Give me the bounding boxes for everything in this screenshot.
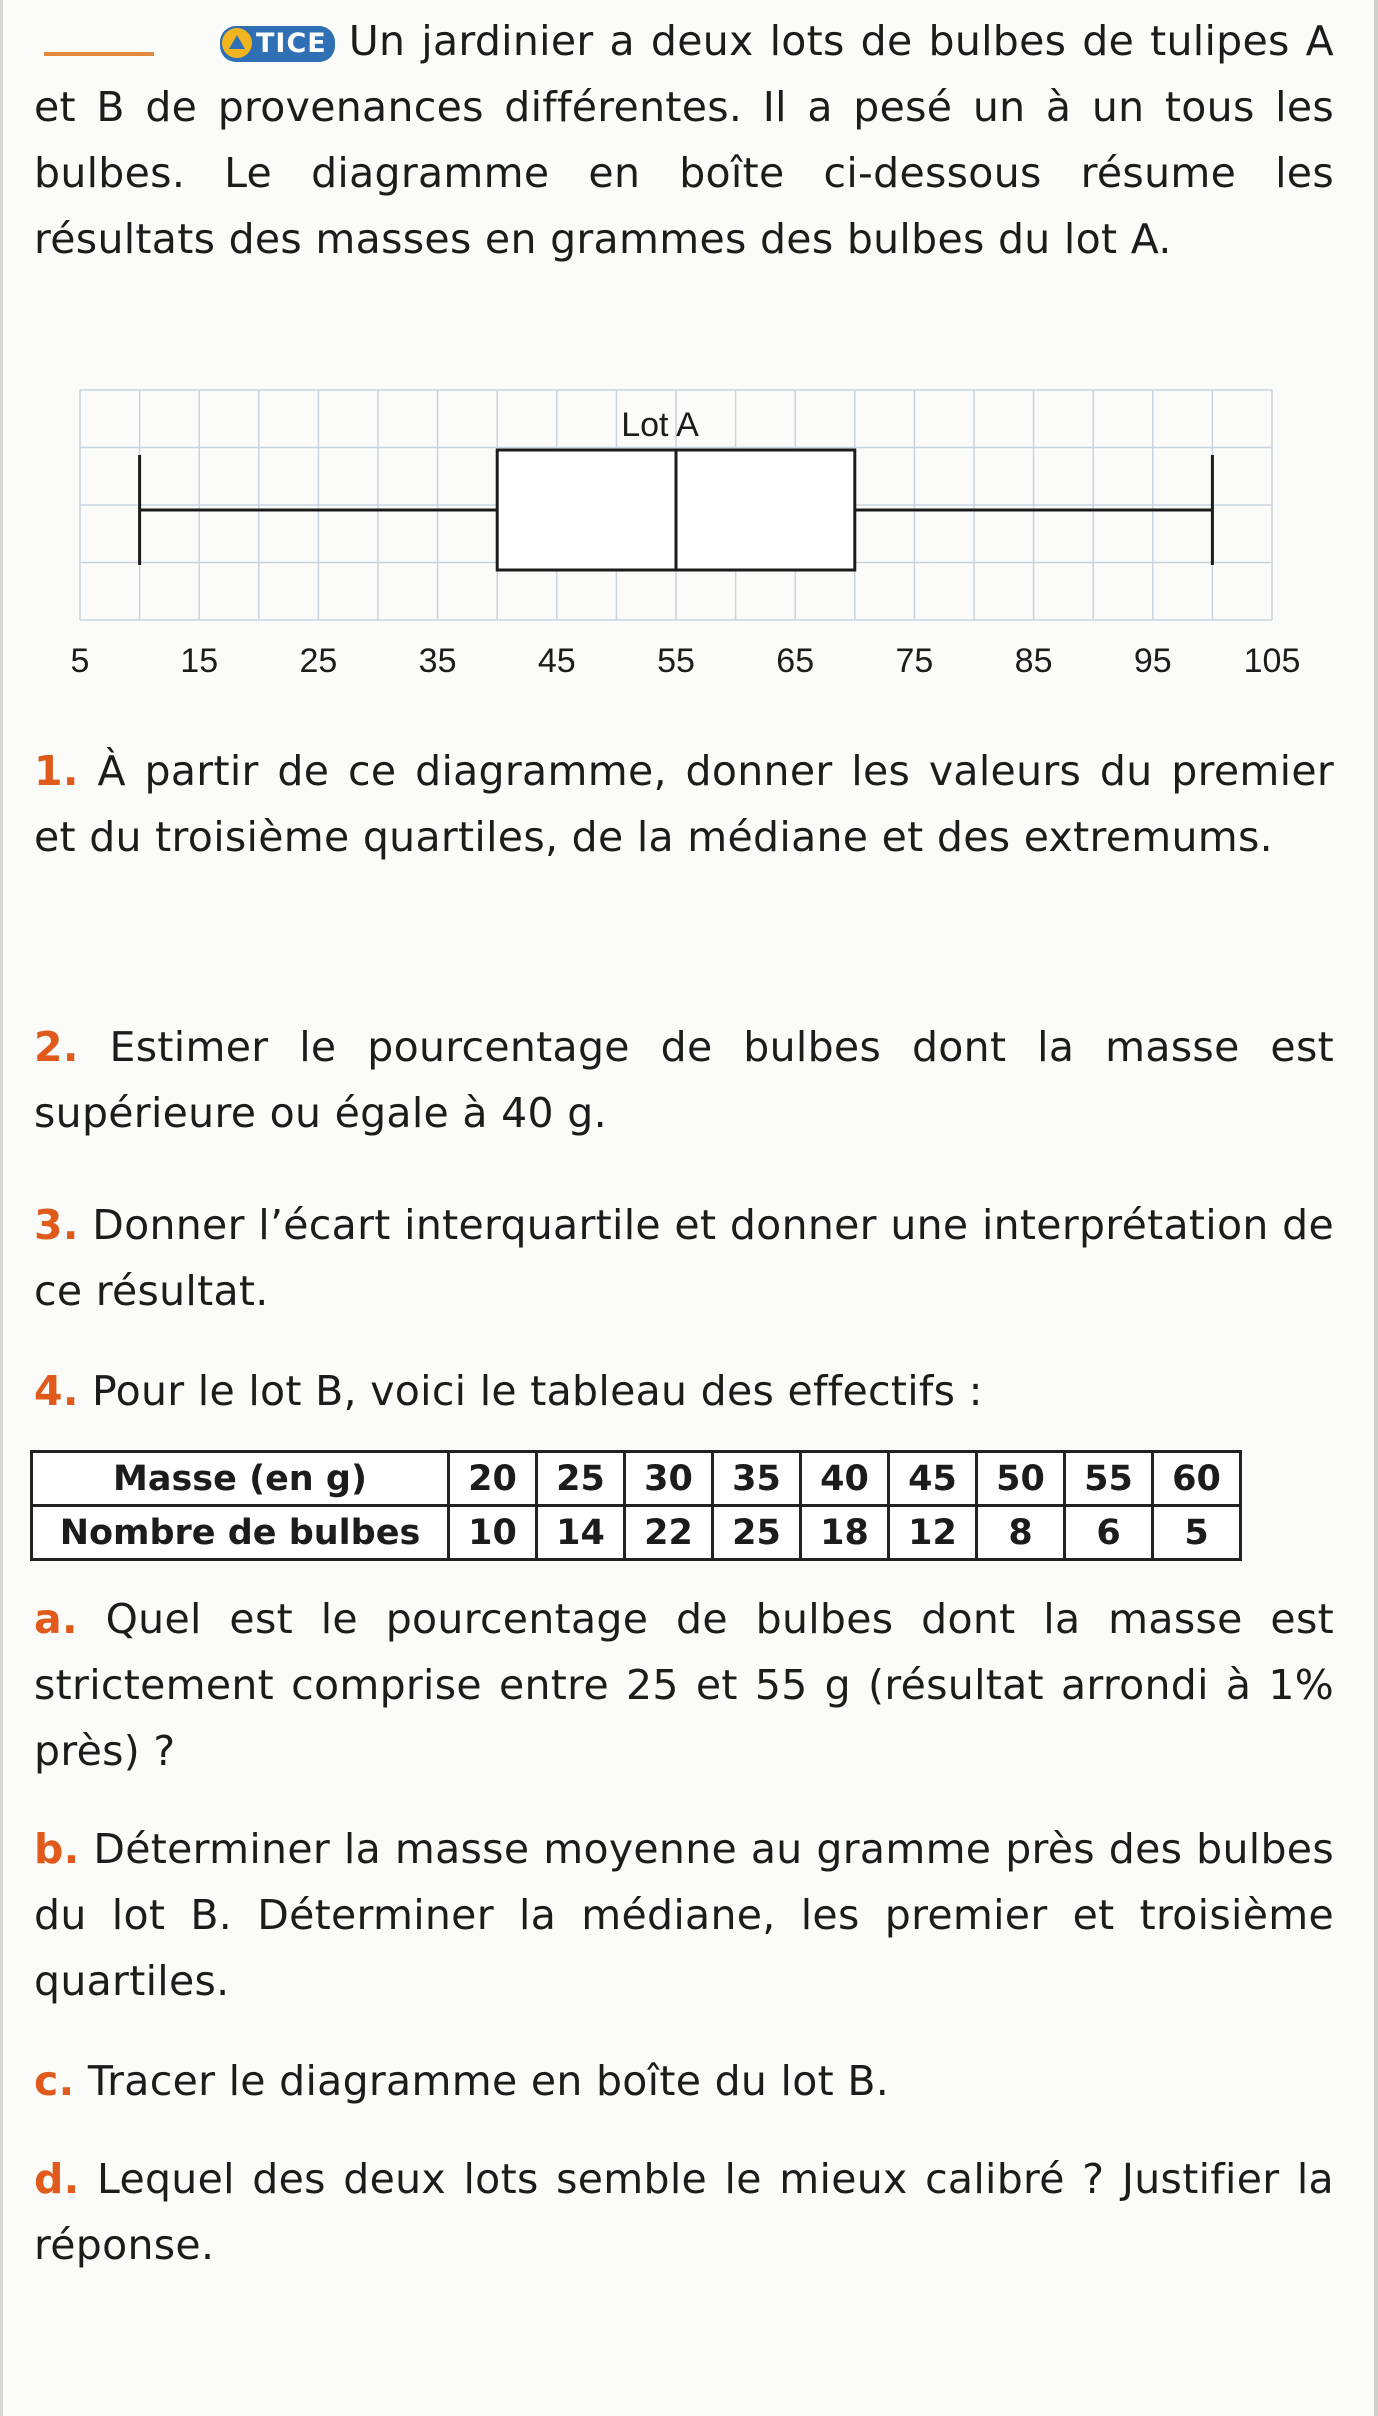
question-3-number: 3.: [34, 1201, 79, 1249]
table-cell: 25: [537, 1452, 625, 1506]
right-margin-line: [1374, 0, 1378, 2416]
tick-label: 55: [657, 642, 695, 680]
tick-label: 85: [1014, 642, 1053, 680]
table-cell: 12: [889, 1506, 977, 1560]
boxplot-lot-a: [60, 390, 1301, 690]
subquestion-c-letter: c.: [34, 2057, 75, 2105]
question-2: [34, 1014, 1334, 1146]
question-1: [34, 738, 1334, 870]
question-4: [34, 1358, 1334, 1424]
tick-label: 5: [70, 642, 90, 680]
tick-label: 35: [418, 642, 457, 680]
tice-icon: [222, 28, 252, 58]
table-cell: 35: [713, 1452, 801, 1506]
tick-label: 65: [776, 642, 815, 680]
table-header-mass: Masse (en g): [32, 1452, 449, 1506]
tice-badge: TICE: [220, 26, 335, 62]
table-row-masses: [32, 1452, 1241, 1506]
table-cell: 50: [977, 1452, 1065, 1506]
intro-paragraph: [34, 8, 1334, 272]
question-1-number: 1.: [34, 747, 79, 795]
table-cell: 8: [977, 1506, 1065, 1560]
table-cell: 10: [449, 1506, 537, 1560]
table-cell: 14: [537, 1506, 625, 1560]
subquestion-b-text: Déterminer la masse moyenne au gramme près des bulbes du lot B. Déterminer la médiane, les premier et troisième quartiles.: [34, 1825, 1334, 2005]
tick-label: 45: [537, 642, 576, 680]
table-cell: 60: [1153, 1452, 1241, 1506]
table-cell: 5: [1153, 1506, 1241, 1560]
subquestion-c-text: Tracer le diagramme en boîte du lot B.: [87, 2057, 890, 2105]
table-cell: 30: [625, 1452, 713, 1506]
subquestion-d-text: Lequel des deux lots semble le mieux calibré ? Justifier la réponse.: [34, 2155, 1334, 2269]
subquestion-a-letter: a.: [34, 1595, 78, 1643]
subquestion-a: [34, 1586, 1334, 1784]
question-1-text: À partir de ce diagramme, donner les valeurs du premier et du troisième quartiles, de la médiane et des extremums.: [34, 747, 1334, 861]
table-cell: 45: [889, 1452, 977, 1506]
table-cell: 20: [449, 1452, 537, 1506]
subquestion-d: [34, 2146, 1334, 2278]
subquestion-d-letter: d.: [34, 2155, 80, 2203]
table-header-count: Nombre de bulbes: [32, 1506, 449, 1560]
subquestion-a-text: Quel est le pourcentage de bulbes dont la masse est strictement comprise entre 25 et 55 g (résultat arrondi à 1% près) ?: [34, 1595, 1334, 1775]
table-cell: 6: [1065, 1506, 1153, 1560]
tick-label: 105: [1243, 642, 1301, 680]
subquestion-b-letter: b.: [34, 1825, 80, 1873]
tick-label: 75: [895, 642, 934, 680]
tick-label: 95: [1133, 642, 1172, 680]
question-2-number: 2.: [34, 1023, 79, 1071]
subquestion-b: [34, 1816, 1334, 2014]
question-2-text: Estimer le pourcentage de bulbes dont la masse est supérieure ou égale à 40 g.: [34, 1023, 1334, 1137]
question-3-text: Donner l’écart interquartile et donner une interprétation de ce résultat.: [34, 1201, 1334, 1315]
left-margin-line: [0, 0, 3, 2416]
question-4-text: Pour le lot B, voici le tableau des effectifs :: [92, 1367, 983, 1415]
frequency-table: [30, 1450, 1242, 1561]
table-cell: 25: [713, 1506, 801, 1560]
subquestion-c: [34, 2048, 1334, 2114]
tick-label: 15: [180, 642, 219, 680]
tick-label: 25: [299, 642, 338, 680]
table-cell: 55: [1065, 1452, 1153, 1506]
table-cell: 22: [625, 1506, 713, 1560]
table-cell: 40: [801, 1452, 889, 1506]
question-3: [34, 1192, 1334, 1324]
question-4-number: 4.: [34, 1367, 79, 1415]
boxplot-svg: [60, 390, 1301, 690]
table-row-counts: [32, 1506, 1241, 1560]
intro-text: Un jardinier a deux lots de bulbes de tulipes A et B de provenances différentes. Il a pesé un à un tous les bulbes. Le diagramme en boîte ci-dessous résume les résultats des masses en grammes des bulbes du lot A.: [34, 17, 1334, 263]
chart-title: Lot A: [621, 406, 699, 444]
table-cell: 18: [801, 1506, 889, 1560]
